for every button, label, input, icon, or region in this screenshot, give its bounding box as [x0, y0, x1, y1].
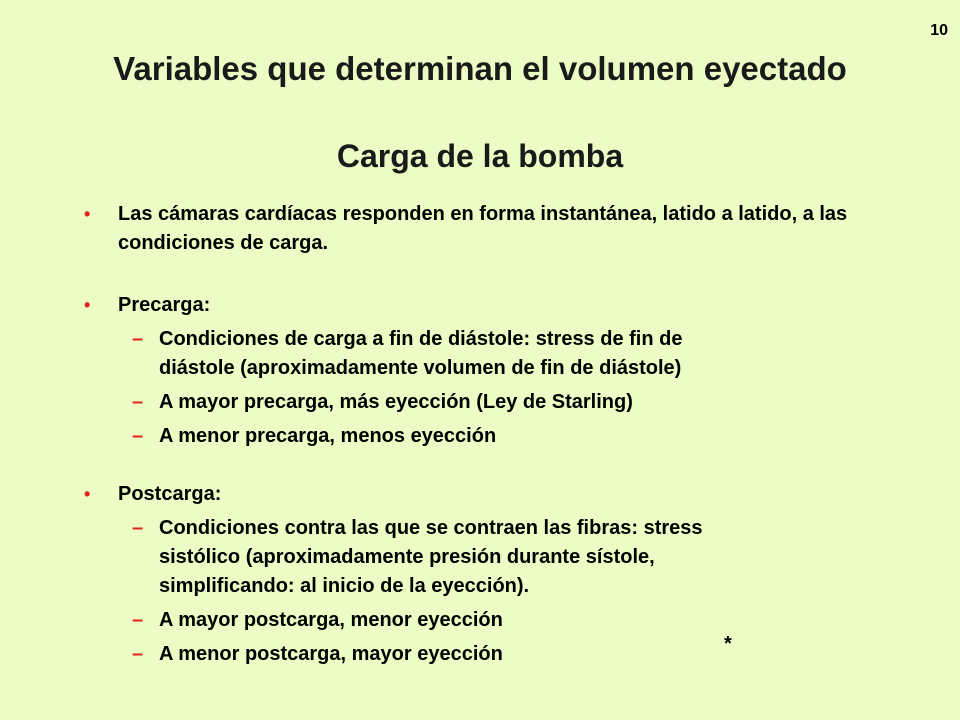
sub-item-precarga-mayor: [82, 388, 882, 417]
bullet-dot-icon: •: [84, 295, 91, 315]
bullet-text: Las cámaras cardíacas responden en forma instantánea, latido a latido, a las condiciones de carga.: [118, 203, 848, 254]
bullet-item-precarga: [82, 291, 882, 320]
bullet-text: Precarga:: [118, 294, 211, 316]
dash-marker: –: [132, 609, 144, 631]
bullet-text: Postcarga:: [118, 483, 222, 505]
sub-item-precarga-menor: [82, 422, 882, 451]
dash-marker: –: [132, 391, 144, 413]
slide-subtitle: Carga de la bomba: [336, 138, 624, 174]
dash-marker: –: [132, 425, 144, 447]
sub-item-precarga-definition: [82, 325, 882, 383]
dash-marker: –: [132, 517, 144, 539]
sub-item-postcarga-definition: [82, 514, 882, 601]
slide-title: Variables que determinan el volumen eyectado: [113, 50, 847, 87]
bullet-item-postcarga: [82, 480, 882, 509]
sub-item-text: A menor precarga, menos eyección: [159, 425, 497, 447]
sub-item-text: A mayor postcarga, menor eyección: [159, 609, 503, 631]
sub-item-postcarga-menor: [82, 640, 882, 669]
sub-item-text: A menor postcarga, mayor eyección: [159, 643, 503, 665]
bullet-dot-icon: •: [84, 204, 91, 224]
asterisk-mark: *: [724, 633, 732, 655]
bullet-list: [82, 200, 882, 669]
sub-item-postcarga-mayor: [82, 606, 882, 635]
dash-marker: –: [132, 328, 144, 350]
bullet-dot-icon: •: [84, 484, 91, 504]
sub-item-text: A mayor precarga, más eyección (Ley de Starling): [159, 391, 633, 413]
dash-marker: –: [132, 643, 144, 665]
slide-number: 10: [930, 22, 948, 39]
sub-item-text: Condiciones de carga a fin de diástole: stress de fin de diástole (aproximadamente volumen de fin de diástole): [159, 328, 683, 379]
bullet-item-intro: [82, 200, 882, 258]
sub-item-text: Condiciones contra las que se contraen las fibras: stress sistólico (aproximadamente presión durante sístole, simplificando: al inicio de la eyección).: [159, 517, 703, 597]
